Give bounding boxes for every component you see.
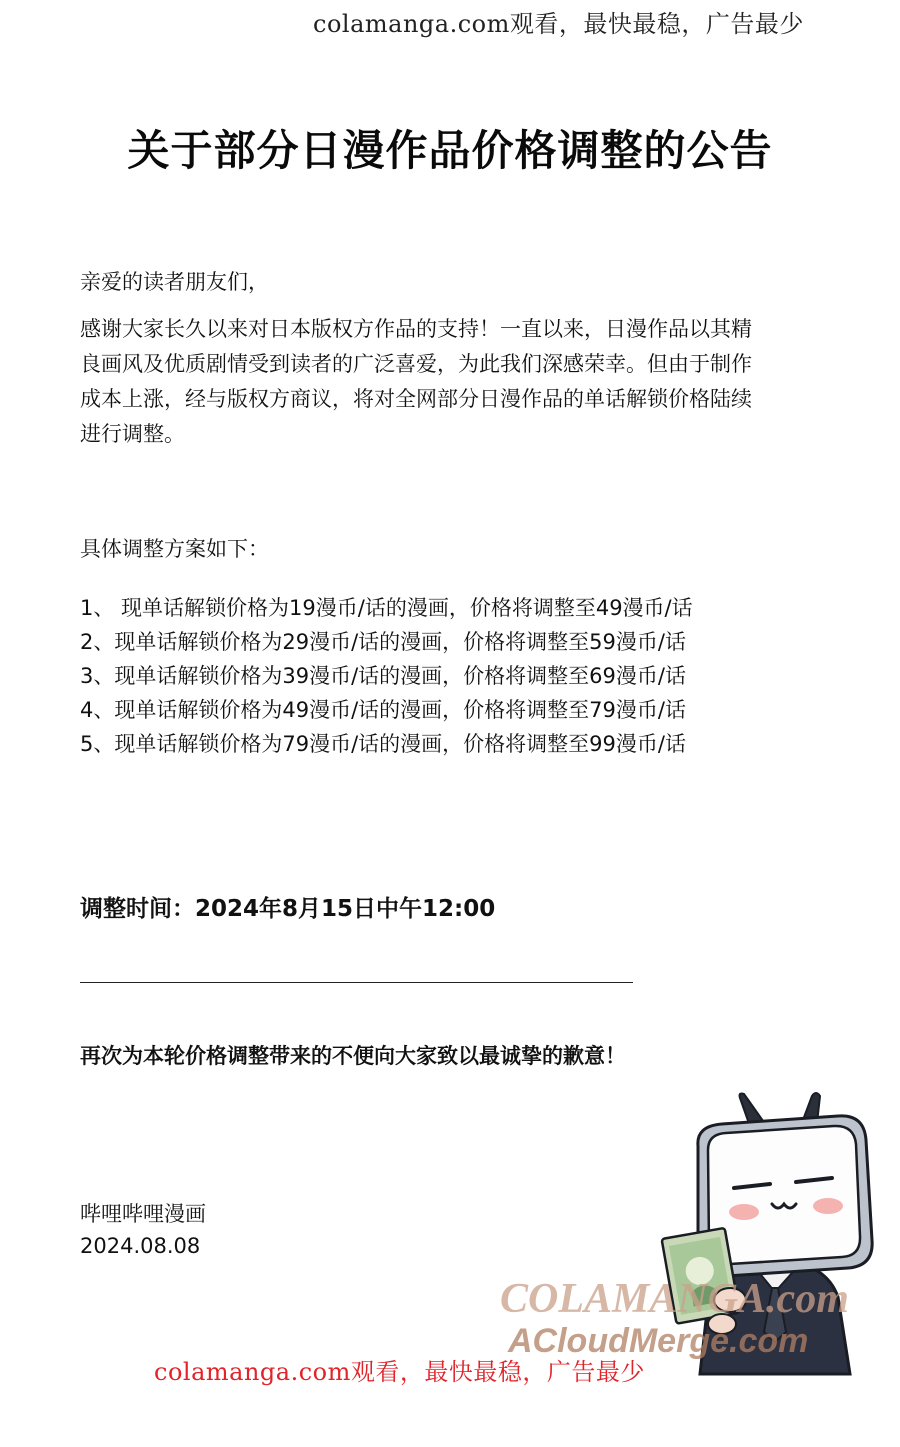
greeting-text: 亲爱的读者朋友们， xyxy=(80,270,269,294)
adjust-time: 调整时间：2024年8月15日中午12:00 xyxy=(80,896,496,922)
plan-item: 2、现单话解锁价格为29漫币/话的漫画，价格将调整至59漫币/话 xyxy=(80,630,686,654)
apology-text: 再次为本轮价格调整带来的不便向大家致以最诚挚的歉意！ xyxy=(80,1044,626,1068)
intro-paragraph xyxy=(80,312,810,452)
top-watermark-text: colamanga.com观看，最快最稳，广告最少 xyxy=(313,10,804,38)
intro-line: 进行调整。 xyxy=(80,422,185,446)
colamanga-logo-watermark xyxy=(500,1270,900,1360)
notice-date: 2024.08.08 xyxy=(80,1234,201,1258)
divider-line xyxy=(80,982,633,983)
publisher-name: 哔哩哔哩漫画 xyxy=(80,1202,206,1226)
intro-line: 成本上涨，经与版权方商议，将对全网部分日漫作品的单话解锁价格陆续 xyxy=(80,387,752,411)
bottom-watermark-text: colamanga.com观看，最快最稳，广告最少 xyxy=(154,1358,645,1386)
svg-text:COLAMANGA.com: COLAMANGA.com xyxy=(500,1276,849,1322)
plan-item: 3、现单话解锁价格为39漫币/话的漫画，价格将调整至69漫币/话 xyxy=(80,664,686,688)
plan-list xyxy=(80,591,693,761)
plan-item: 5、现单话解锁价格为79漫币/话的漫画，价格将调整至99漫币/话 xyxy=(80,732,686,756)
svg-text:ACloudMerge.com: ACloudMerge.com xyxy=(508,1322,809,1360)
intro-line: 感谢大家长久以来对日本版权方作品的支持！一直以来，日漫作品以其精 xyxy=(80,317,752,341)
plan-heading: 具体调整方案如下： xyxy=(80,537,269,561)
intro-line: 良画风及优质剧情受到读者的广泛喜爱，为此我们深感荣幸。但由于制作 xyxy=(80,352,752,376)
plan-item: 4、现单话解锁价格为49漫币/话的漫画，价格将调整至79漫币/话 xyxy=(80,698,686,722)
notice-title: 关于部分日漫作品价格调整的公告 xyxy=(127,126,773,175)
plan-item: 1、 现单话解锁价格为19漫币/话的漫画，价格将调整至49漫币/话 xyxy=(80,596,693,620)
